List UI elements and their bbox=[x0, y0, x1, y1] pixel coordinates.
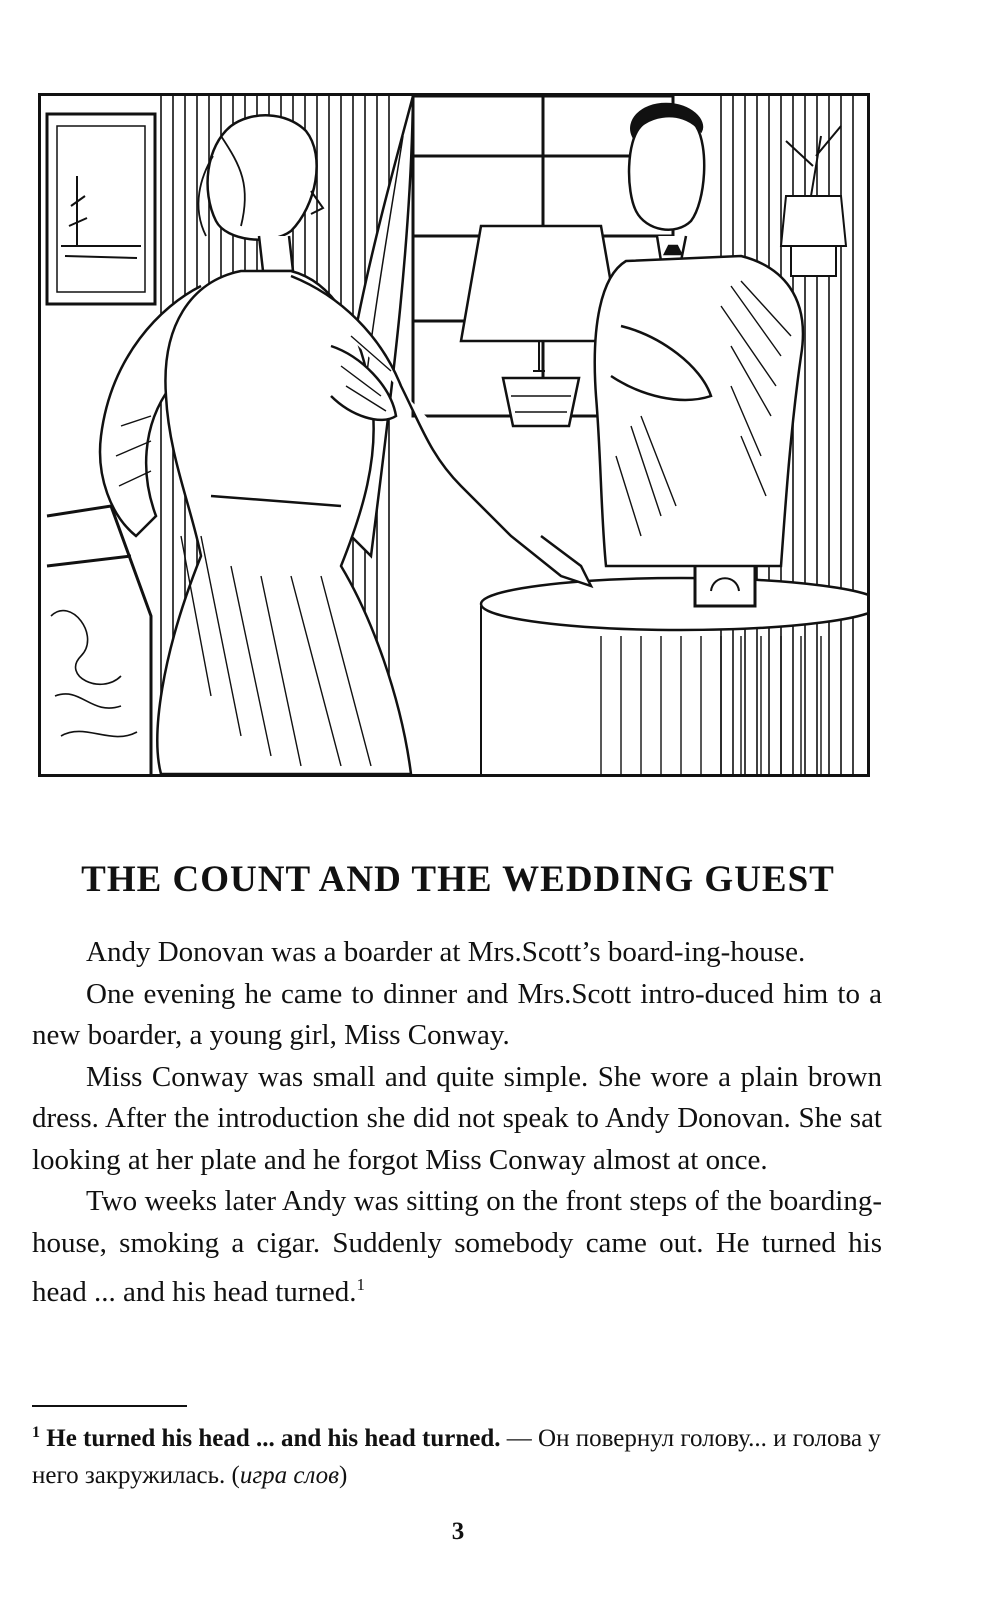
footnote bbox=[32, 1414, 882, 1494]
story-title: THE COUNT AND THE WEDDING GUEST bbox=[81, 859, 835, 900]
paragraph-4-text: Two weeks later Andy was sitting on the front steps of the boarding-house, smoking a cigar. Suddenly somebody came out. He turned his head ... and his head turned. bbox=[32, 1185, 882, 1308]
footnote-reference[interactable]: 1 bbox=[356, 1275, 366, 1294]
footnote-phrase: He turned his head ... and his head turned. bbox=[46, 1425, 501, 1452]
engraving-illustration-icon bbox=[41, 96, 867, 774]
page-number: 3 bbox=[451, 1518, 465, 1545]
footnote-dash: — bbox=[500, 1425, 539, 1452]
paragraph-1: Andy Donovan was a boarder at Mrs.Scott’s board-ing-house. bbox=[86, 936, 806, 968]
footnote-note: игра слов bbox=[239, 1462, 340, 1489]
story-illustration bbox=[38, 93, 870, 777]
footnote-divider bbox=[32, 1405, 187, 1407]
footnote-close: ) bbox=[339, 1462, 348, 1489]
paragraph-4 bbox=[32, 1181, 882, 1314]
paragraph-3: Miss Conway was small and quite simple. She wore a plain brown dress. After the introduction she did not speak to Andy Donovan. She sat looking at her plate and he forgot Miss Conway almost at once. bbox=[32, 1060, 882, 1176]
story-body bbox=[32, 932, 882, 1314]
footnote-marker: 1 bbox=[32, 1424, 40, 1441]
footnote-translation: Он повернул голову... и голова у него закружилась. ( bbox=[32, 1425, 881, 1489]
paragraph-2: One evening he came to dinner and Mrs.Scott intro-duced him to a new boarder, a young girl, Miss Conway. bbox=[32, 977, 882, 1051]
